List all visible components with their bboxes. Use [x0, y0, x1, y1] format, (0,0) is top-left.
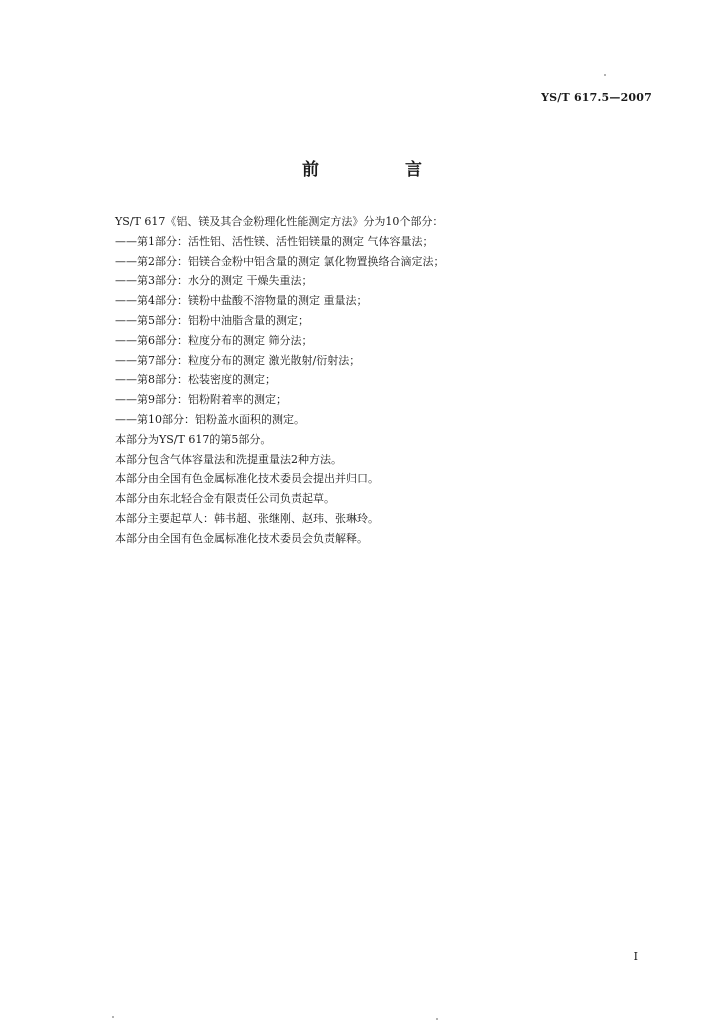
body-line: ——第8部分：松装密度的测定； [115, 373, 276, 387]
scan-speck [112, 1016, 114, 1018]
standard-code: YS/T 617.5—2007 [541, 91, 652, 104]
body-line: ——第4部分：镁粉中盐酸不溶物量的测定 重量法； [115, 294, 368, 308]
body-line: YS/T 617《铝、镁及其合金粉理化性能测定方法》分为10个部分： [115, 215, 444, 228]
scan-speck [436, 1018, 438, 1020]
body-line: 本部分由全国有色金属标准化技术委员会提出并归口。 [115, 472, 379, 486]
body-line: ——第1部分：活性铝、活性镁、活性铝镁量的测定 气体容量法； [115, 234, 434, 248]
page-number: I [633, 950, 638, 963]
body-line: 本部分包含气体容量法和洗提重量法2种方法。 [115, 452, 342, 466]
foreword-body [115, 212, 635, 549]
body-line: ——第6部分：粒度分布的测定 筛分法； [115, 333, 313, 347]
body-line: ——第9部分：铝粉附着率的测定； [115, 393, 287, 407]
section-title: 前 言 [302, 160, 462, 180]
body-line: ——第2部分：铝镁合金粉中铝含量的测定 氯化物置换络合滴定法； [115, 254, 445, 268]
body-line: ——第10部分：铝粉盖水面积的测定。 [115, 412, 305, 426]
body-line: ——第5部分：铝粉中油脂含量的测定； [115, 313, 309, 327]
body-line: 本部分由东北轻合金有限责任公司负责起草。 [115, 492, 335, 506]
body-line: 本部分为YS/T 617的第5部分。 [115, 432, 272, 446]
body-line: ——第3部分：水分的测定 干燥失重法； [115, 274, 313, 288]
body-line: 本部分主要起草人：韩书超、张继刚、赵玮、张琳玲。 [115, 511, 379, 525]
body-line: ——第7部分：粒度分布的测定 激光散射/衍射法； [115, 353, 361, 367]
scan-speck [604, 74, 606, 76]
body-line: 本部分由全国有色金属标准化技术委员会负责解释。 [115, 531, 368, 545]
